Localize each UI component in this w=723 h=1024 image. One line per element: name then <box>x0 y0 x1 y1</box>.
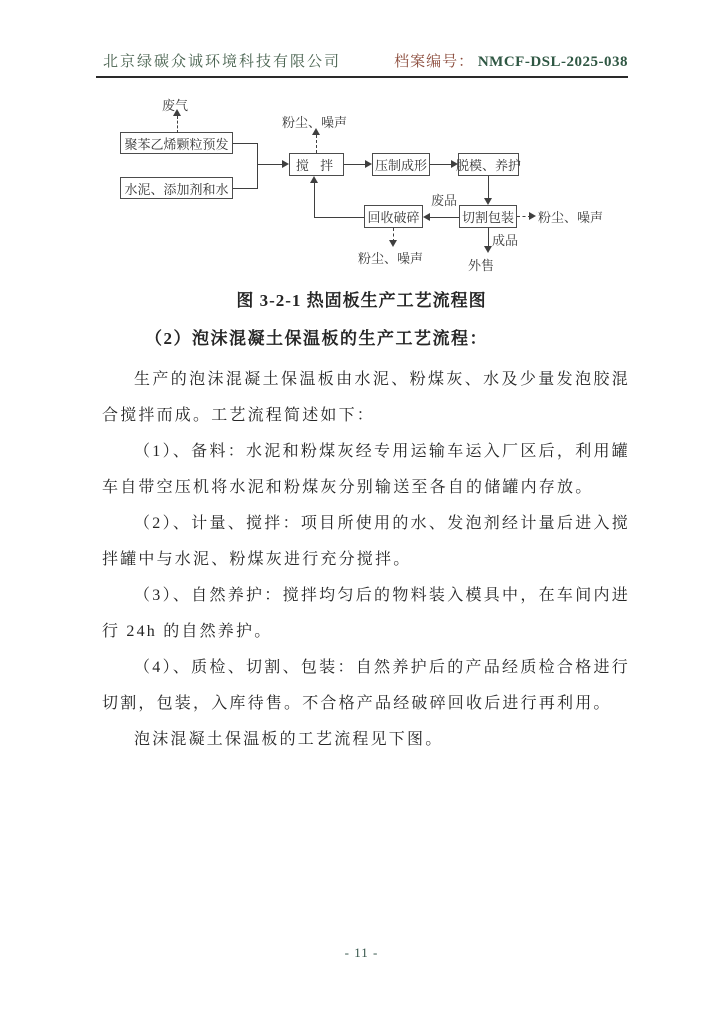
header-divider <box>96 76 628 78</box>
flow-connector <box>257 164 283 165</box>
flow-box-eps-pre-expansion: 聚苯乙烯颗粒预发 <box>120 132 233 154</box>
label-scrap: 废品 <box>431 193 458 208</box>
label-external-sale: 外售 <box>468 258 495 273</box>
flow-connector <box>314 183 315 218</box>
flow-box-demold-curing: 脱模、养护 <box>458 153 519 176</box>
flow-box-press-forming: 压制成形 <box>372 153 430 176</box>
flow-connector <box>430 217 459 218</box>
flow-box-recycle-crushing: 回收破碎 <box>364 205 423 228</box>
arrow-right-icon <box>529 212 536 220</box>
flow-connector <box>430 164 453 165</box>
flow-connector <box>314 217 364 218</box>
flow-connector <box>233 143 257 144</box>
paragraph: （2）、计量、搅拌：项目所使用的水、发泡剂经计量后进入搅拌罐中与水泥、粉煤灰进行充分搅拌。 <box>102 515 630 568</box>
flow-connector <box>257 143 258 189</box>
page-number: - 11 - <box>344 945 379 960</box>
arrow-down-icon <box>484 198 492 205</box>
label-dust-noise-bottom: 粉尘、噪声 <box>358 251 424 266</box>
arrow-right-icon <box>365 160 372 168</box>
arrow-left-icon <box>423 213 430 221</box>
body-text <box>102 362 630 758</box>
label-dust-noise-top: 粉尘、噪声 <box>282 115 348 130</box>
archive-number-group <box>394 50 628 71</box>
paragraph: （3）、自然养护：搅拌均匀后的物料装入模具中，在车间内进行 24h 的自然养护。 <box>102 587 630 640</box>
label-dust-noise-right: 粉尘、噪声 <box>538 210 604 225</box>
paragraph: 泡沫混凝土保温板的工艺流程见下图。 <box>134 731 444 748</box>
arrow-up-icon <box>312 128 320 135</box>
flow-box-cement-additives-water: 水泥、添加剂和水 <box>120 177 233 199</box>
figure-caption: 图 3-2-1 热固板生产工艺流程图 <box>236 291 487 310</box>
archive-label: 档案编号： <box>394 54 475 70</box>
flow-connector <box>488 176 489 200</box>
archive-number: NMCF-DSL-2025-038 <box>477 54 628 70</box>
flow-connector <box>344 164 367 165</box>
flow-connector-dashed <box>316 135 317 153</box>
arrow-down-icon <box>389 240 397 247</box>
label-waste-gas: 废气 <box>162 98 189 113</box>
arrow-right-icon <box>282 160 289 168</box>
arrow-up-icon <box>173 109 181 116</box>
flow-connector <box>233 188 257 189</box>
section-heading: （2）泡沫混凝土保温板的生产工艺流程： <box>145 329 488 348</box>
label-finished-product: 成品 <box>492 233 519 248</box>
paragraph: （1）、备料：水泥和粉煤灰经专用运输车运入厂区后，利用罐车自带空压机将水泥和粉煤灰分别输送至各自的储罐内存放。 <box>102 443 630 496</box>
arrow-up-icon <box>310 176 318 183</box>
arrow-right-icon <box>451 160 458 168</box>
arrow-down-icon <box>484 246 492 253</box>
paragraph: 生产的泡沫混凝土保温板由水泥、粉煤灰、水及少量发泡胶混合搅拌而成。工艺流程简述如下： <box>102 371 630 424</box>
flow-connector <box>488 228 489 248</box>
paragraph: （4）、质检、切割、包装：自然养护后的产品经质检合格进行切割，包装，入库待售。不合格产品经破碎回收后进行再利用。 <box>102 659 630 712</box>
company-name: 北京绿碳众诚环境科技有限公司 <box>103 54 342 70</box>
flow-box-cutting-packaging: 切割包装 <box>459 205 517 228</box>
flow-connector-dashed <box>177 116 178 133</box>
flow-box-stirring: 搅 拌 <box>289 153 344 176</box>
